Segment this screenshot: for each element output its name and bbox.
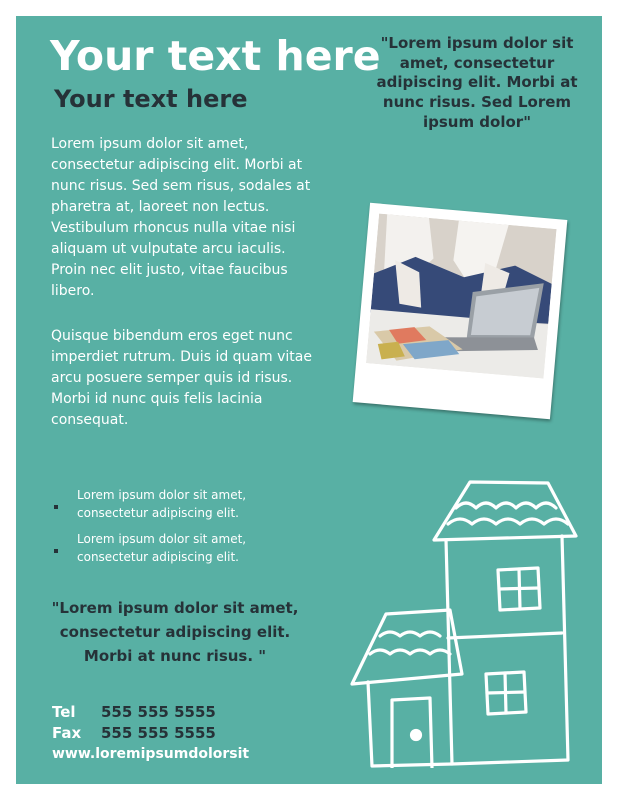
body-paragraph-2: Quisque bibendum eros eget nunc imperdiet rutrum. Duis id quam vitae arcu posuere semper quis id risus. Morbi id nunc quis felis lacinia consequat. <box>51 328 312 428</box>
list-item <box>51 486 291 522</box>
list-item-text: Lorem ipsum dolor sit amet, consectetur adipiscing elit. <box>77 532 247 564</box>
main-title: Your text here <box>50 32 381 80</box>
subtitle: Your text here <box>54 85 248 113</box>
bullet-icon <box>54 505 58 509</box>
bullet-icon <box>54 549 58 553</box>
fax-label: Fax <box>52 724 82 742</box>
contact-info <box>52 702 312 765</box>
fax-number: 555 555 5555 <box>101 724 216 742</box>
house-doodle-icon <box>348 478 584 768</box>
tel-row <box>52 702 312 723</box>
tel-label: Tel <box>52 703 76 721</box>
list-item <box>51 530 291 566</box>
bullet-list <box>51 486 291 574</box>
list-item-text: Lorem ipsum dolor sit amet, consectetur adipiscing elit. <box>77 488 247 520</box>
fax-row <box>52 723 312 744</box>
tel-number: 555 555 5555 <box>101 703 216 721</box>
pull-quote-bottom: "Lorem ipsum dolor sit amet, consectetur adipiscing elit. Morbi at nunc risus. " <box>51 599 299 665</box>
pull-quote-top: "Lorem ipsum dolor sit amet, consectetur adipiscing elit. Morbi at nunc risus. Sed Lorem ipsum dolor" <box>376 34 578 131</box>
body-paragraph-1: Lorem ipsum dolor sit amet, consectetur adipiscing elit. Morbi at nunc risus. Sed sem risus, sodales at pharetra at, laoreet non lectus. Vestibulum rhoncus nulla vitae nisi aliquam ut vulputate arcu iaculis. Proin nec elit justo, vitae faucibus libero. <box>51 136 311 299</box>
website-link[interactable]: www.loremipsumdolorsit <box>52 746 250 762</box>
laptop-photo <box>353 203 568 419</box>
flyer-panel <box>16 16 602 784</box>
laptop-photo-image <box>366 214 556 379</box>
